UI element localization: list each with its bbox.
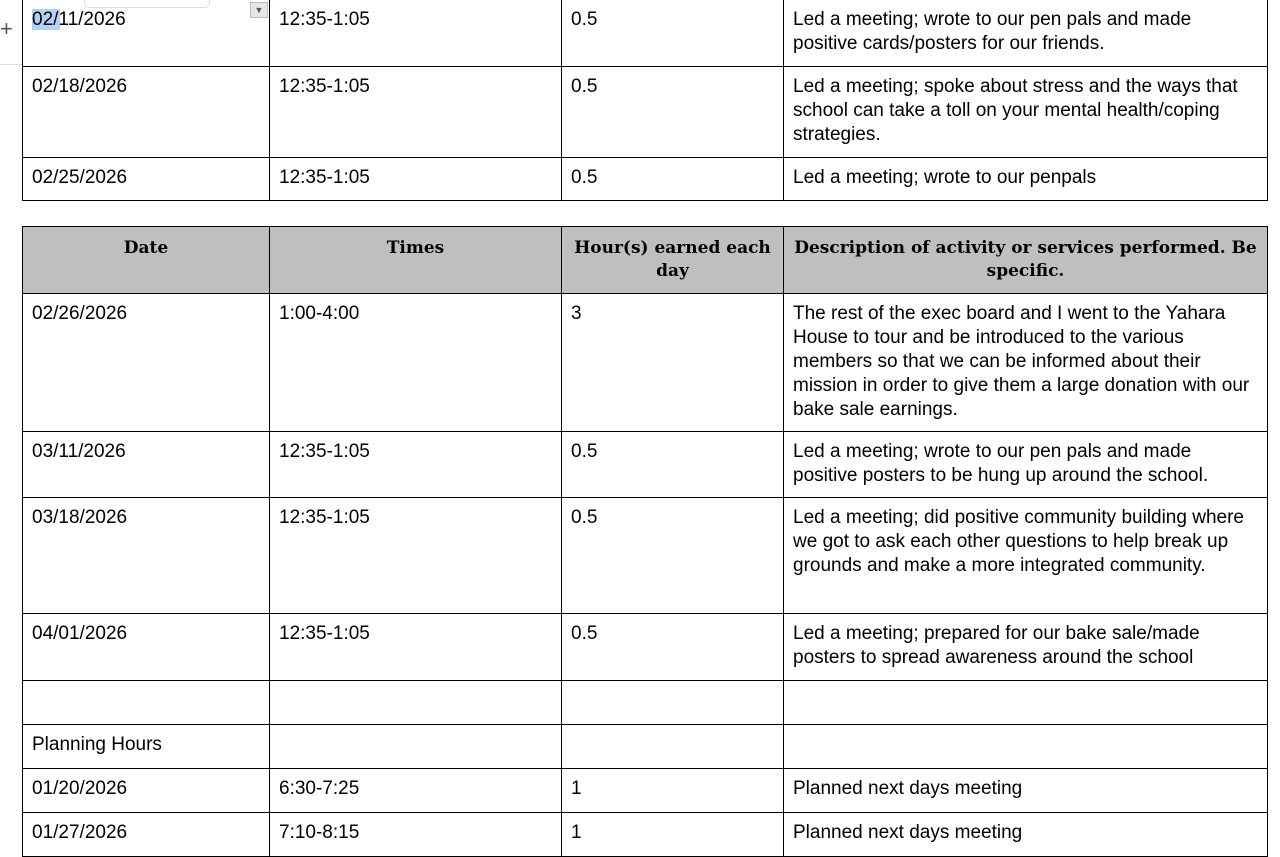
times-cell[interactable]: 7:10-8:15 <box>270 813 562 857</box>
hours-cell[interactable] <box>562 725 784 769</box>
table-row <box>23 294 1268 432</box>
date-cell[interactable]: 03/11/2026 <box>23 432 270 498</box>
table-row <box>23 614 1268 681</box>
description-cell[interactable]: Led a meeting; spoke about stress and the ways that school can take a toll on your mental health/coping strategies. <box>784 67 1268 158</box>
table-row <box>23 681 1268 725</box>
times-cell[interactable]: 12:35-1:05 <box>270 0 562 67</box>
hours-table-1 <box>22 0 1268 201</box>
table-row <box>23 432 1268 498</box>
times-cell[interactable]: 12:35-1:05 <box>270 498 562 614</box>
selected-date-text: 02/11/2026 <box>32 9 126 30</box>
table-row <box>23 498 1268 614</box>
description-cell[interactable]: Planned next days meeting <box>784 813 1268 857</box>
table-row <box>23 725 1268 769</box>
cell-dropdown-button[interactable]: ▼ <box>250 2 268 18</box>
hours-cell[interactable]: 0.5 <box>562 614 784 681</box>
times-cell[interactable]: 12:35-1:05 <box>270 614 562 681</box>
hours-table-2 <box>22 226 1268 857</box>
description-cell[interactable]: Led a meeting; wrote to our pen pals and made positive posters to be hung up around the school. <box>784 432 1268 498</box>
times-cell[interactable] <box>270 681 562 725</box>
row-divider <box>0 64 22 65</box>
description-cell[interactable] <box>784 681 1268 725</box>
description-cell[interactable]: Led a meeting; prepared for our bake sale/made posters to spread awareness around the school <box>784 614 1268 681</box>
table-row-handle[interactable] <box>84 0 210 8</box>
hours-cell[interactable]: 3 <box>562 294 784 432</box>
description-cell[interactable]: The rest of the exec board and I went to the Yahara House to tour and be introduced to the various members so that we can be informed about their mission in order to give them a large donation with our bake sale earnings. <box>784 294 1268 432</box>
times-cell[interactable]: 12:35-1:05 <box>270 432 562 498</box>
table-header-row <box>23 227 1268 294</box>
description-cell[interactable]: Led a meeting; wrote to our penpals <box>784 158 1268 201</box>
table-row <box>23 813 1268 857</box>
hours-cell[interactable]: 0.5 <box>562 67 784 158</box>
header-hours: Hour(s) earned each day <box>562 227 784 294</box>
hours-cell[interactable]: 1 <box>562 813 784 857</box>
date-cell[interactable] <box>23 681 270 725</box>
description-cell[interactable]: Led a meeting; wrote to our pen pals and made positive cards/posters for our friends. <box>784 0 1268 67</box>
table-row <box>23 67 1268 158</box>
table-row <box>23 158 1268 201</box>
times-cell[interactable]: 12:35-1:05 <box>270 158 562 201</box>
date-cell[interactable]: 02/18/2026 <box>23 67 270 158</box>
date-cell[interactable]: 03/18/2026 <box>23 498 270 614</box>
date-cell[interactable]: 01/27/2026 <box>23 813 270 857</box>
date-cell[interactable]: 02/25/2026 <box>23 158 270 201</box>
header-date: Date <box>23 227 270 294</box>
hours-cell[interactable]: 0.5 <box>562 432 784 498</box>
add-row-icon[interactable]: + <box>0 16 13 41</box>
hours-cell[interactable]: 0.5 <box>562 498 784 614</box>
hours-cell[interactable]: 0.5 <box>562 158 784 201</box>
times-cell[interactable]: 6:30-7:25 <box>270 769 562 813</box>
date-cell[interactable]: Planning Hours <box>23 725 270 769</box>
header-description: Description of activity or services performed. Be specific. <box>784 227 1268 294</box>
times-cell[interactable]: 12:35-1:05 <box>270 67 562 158</box>
date-cell[interactable]: 01/20/2026 <box>23 769 270 813</box>
hours-cell[interactable]: 1 <box>562 769 784 813</box>
date-cell[interactable] <box>23 0 270 67</box>
description-cell[interactable] <box>784 725 1268 769</box>
times-cell[interactable] <box>270 725 562 769</box>
hours-cell[interactable]: 0.5 <box>562 0 784 67</box>
date-cell[interactable]: 02/26/2026 <box>23 294 270 432</box>
date-cell[interactable]: 04/01/2026 <box>23 614 270 681</box>
times-cell[interactable]: 1:00-4:00 <box>270 294 562 432</box>
header-times: Times <box>270 227 562 294</box>
table-row <box>23 0 1268 67</box>
hours-cell[interactable] <box>562 681 784 725</box>
description-cell[interactable]: Led a meeting; did positive community building where we got to ask each other questions to help break up grounds and make a more integrated community. <box>784 498 1268 614</box>
table-row <box>23 769 1268 813</box>
description-cell[interactable]: Planned next days meeting <box>784 769 1268 813</box>
